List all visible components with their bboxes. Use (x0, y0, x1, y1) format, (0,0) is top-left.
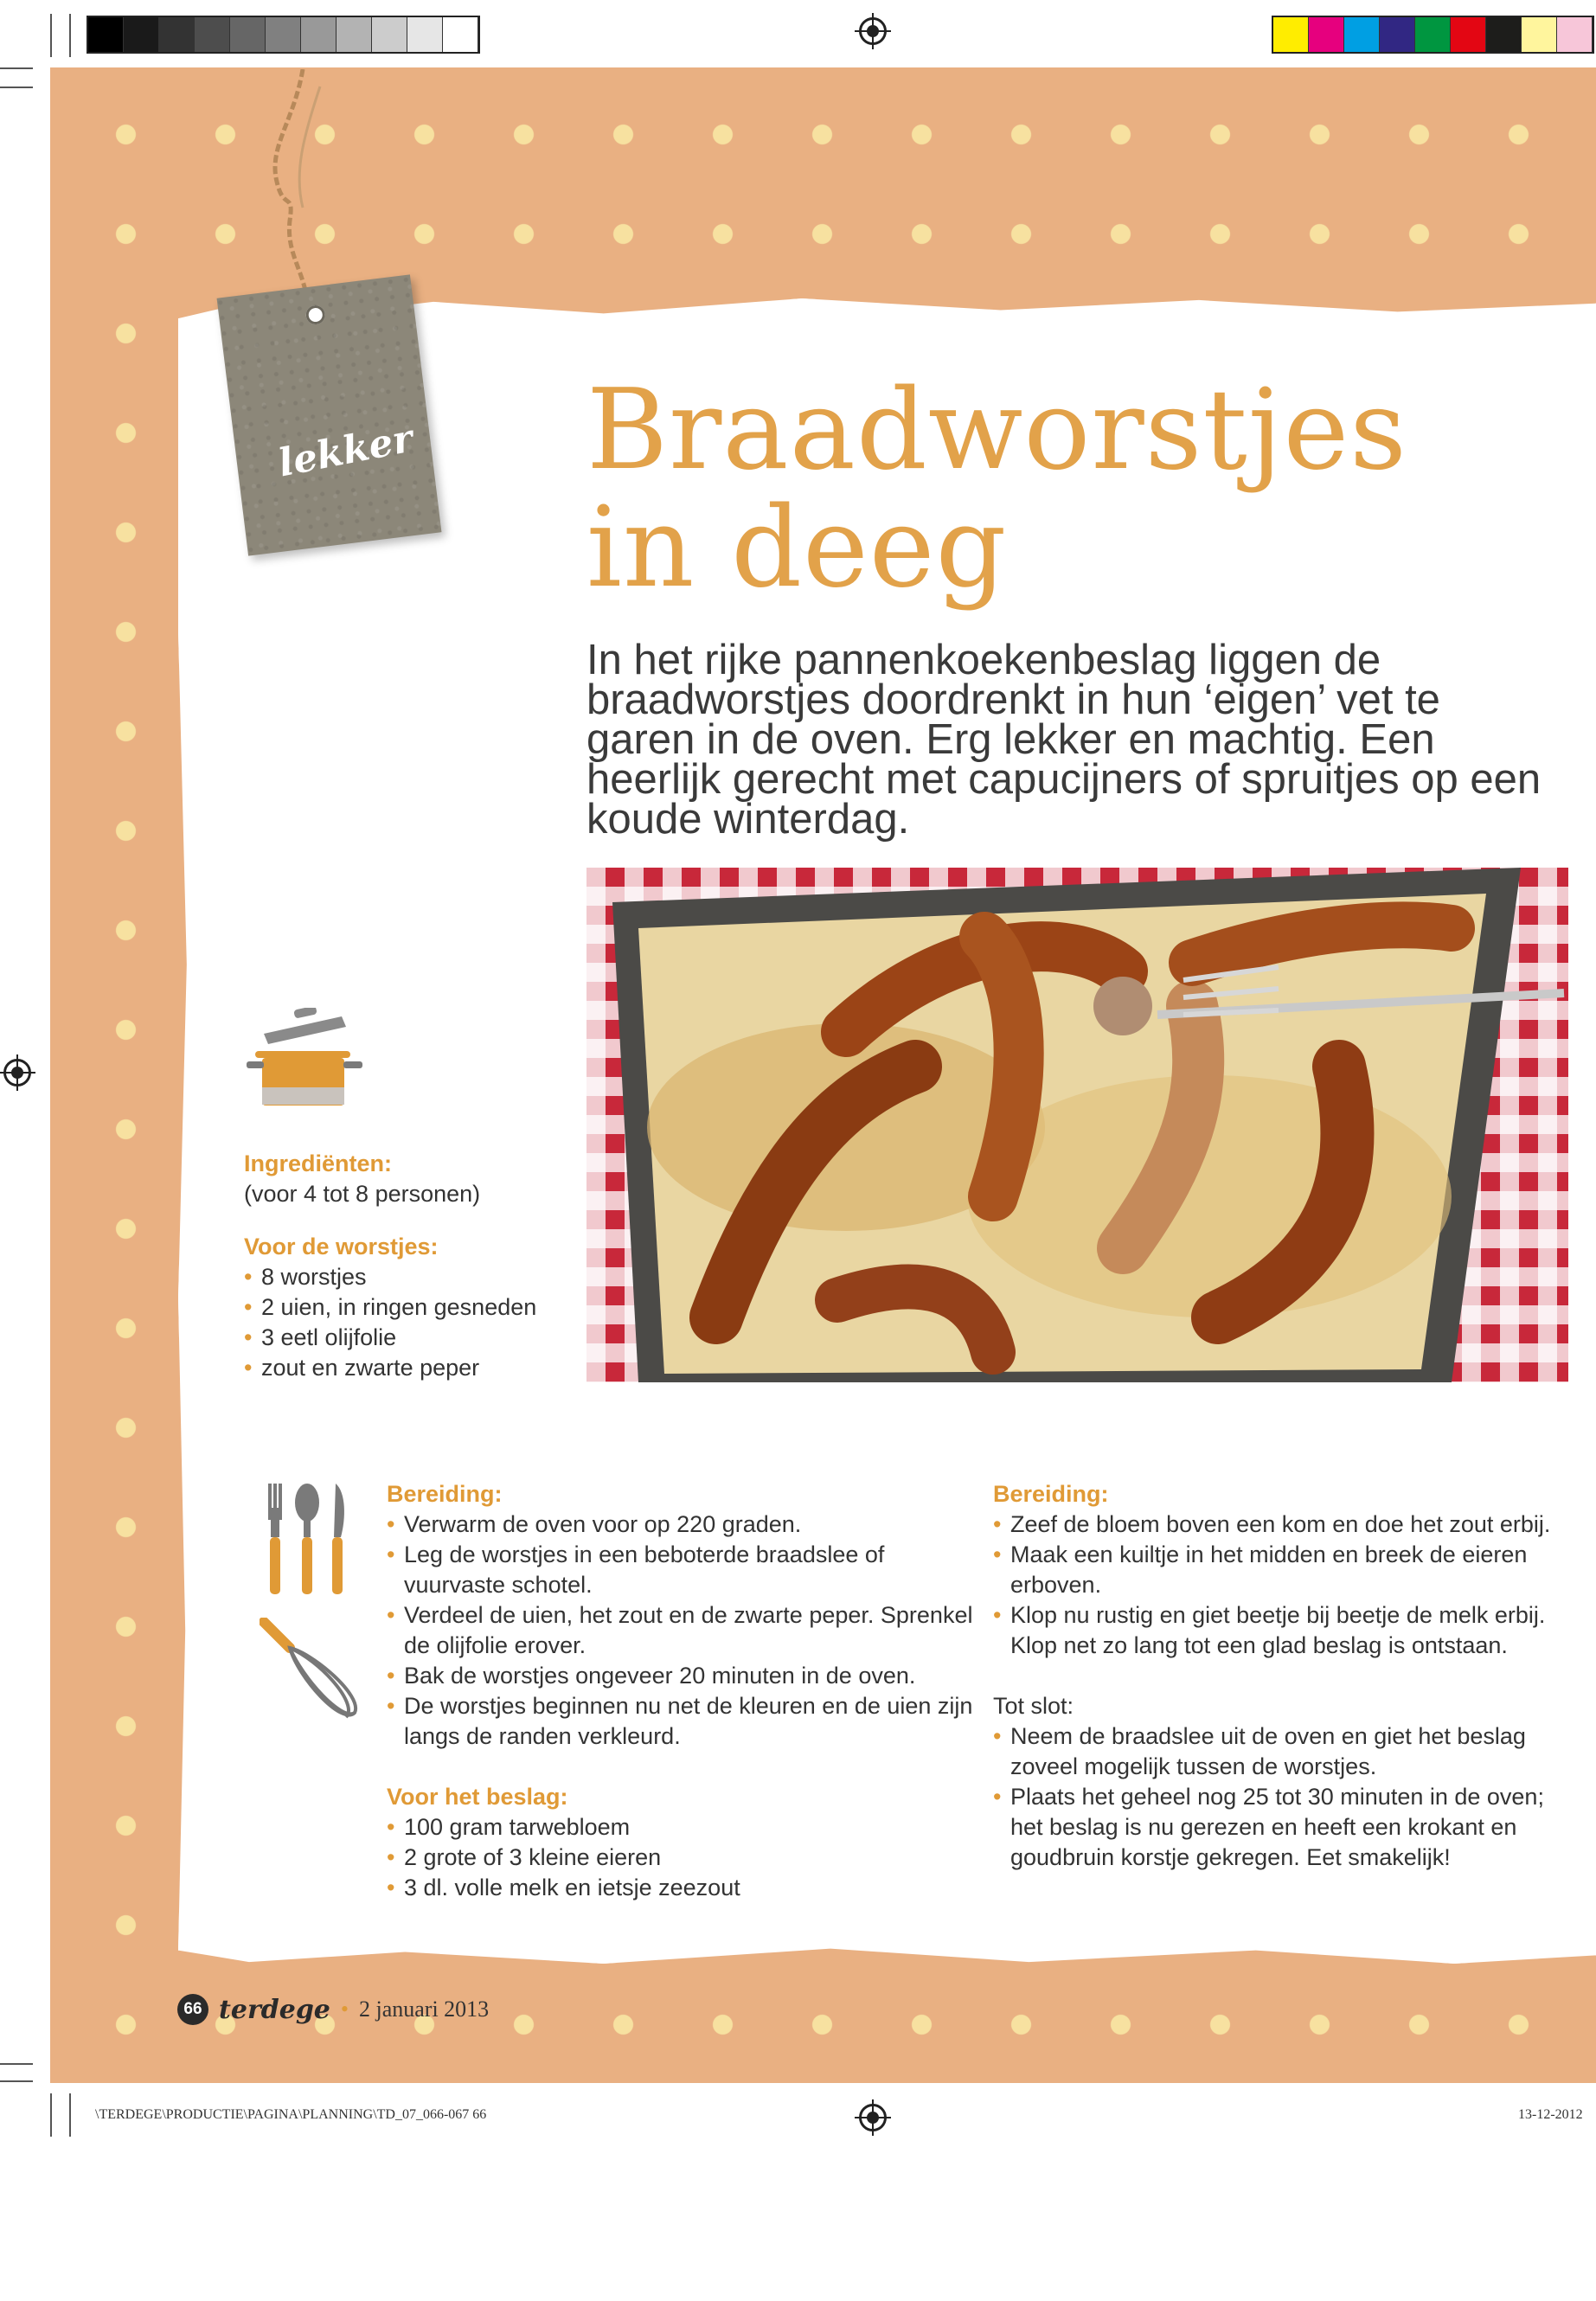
print-slug-date: 13-12-2012 (1518, 2107, 1583, 2122)
crop-mark (50, 2093, 52, 2137)
gray-patch (88, 17, 124, 52)
list-item: • 3 eetl olijfolie (244, 1323, 573, 1353)
color-patch (1522, 17, 1557, 52)
intro-text: In het rijke pannenkoekenbeslag liggen de braadworstjes doordrenkt in hun ‘eigen’ vet te garen in de oven. Erg lekker en machtig. Een heerlijk gerecht met capucijners of spruitjes op een koude winterdag. (586, 637, 1542, 843)
sausage-heading: Voor de worstjes: (244, 1234, 439, 1259)
crop-mark (50, 14, 52, 57)
gray-patch (337, 17, 372, 52)
registration-mark-icon (3, 1059, 31, 1086)
whisk-icon (260, 1618, 368, 1726)
list-item: • Neem de braadslee uit de oven en giet het beslag zoveel mogelijk tussen de worstjes. (993, 1721, 1581, 1782)
list-item: • 2 grote of 3 kleine eieren (387, 1843, 975, 1873)
grayscale-control-strip (87, 16, 480, 54)
gray-patch (230, 17, 266, 52)
print-slug: \TERDEGE\PRODUCTIE\PAGINA\PLANNING\TD_07_066-067 66 (95, 2107, 487, 2122)
registration-mark-icon (859, 17, 887, 45)
servings-text: (voor 4 tot 8 personen) (244, 1181, 481, 1207)
list-item: • De worstjes beginnen nu net de kleuren en de uien zijn langs de randen verkleurd. (387, 1691, 975, 1752)
gray-patch (266, 17, 301, 52)
list-item: • 100 gram tarwebloem (387, 1812, 975, 1843)
title-line-1: Braadworstjes (586, 366, 1407, 495)
gray-patch (407, 17, 443, 52)
color-patch (1415, 17, 1451, 52)
preparation-heading: Bereiding: (387, 1481, 503, 1507)
crop-mark (0, 2080, 33, 2082)
cutlery-icon (260, 1484, 355, 1596)
registration-mark-icon (859, 2104, 887, 2131)
issue-date: 2 januari 2013 (359, 1997, 490, 2022)
color-patch (1344, 17, 1380, 52)
cooking-pot-icon (247, 1008, 363, 1112)
page-footer (177, 1992, 489, 2027)
gray-patch (301, 17, 337, 52)
gift-tag (217, 274, 442, 555)
crop-mark (0, 2063, 33, 2065)
crop-mark (69, 14, 71, 57)
preparation-steps (993, 1509, 1581, 1661)
crop-mark (0, 67, 33, 69)
list-item: • Verwarm de oven voor op 220 graden. (387, 1509, 975, 1540)
list-item: • zout en zwarte peper (244, 1353, 573, 1383)
list-item: • Klop nu rustig en giet beetje bij beetje de melk erbij. Klop net zo lang tot een glad beslag is ontstaan. (993, 1600, 1581, 1661)
title-line-2: in deeg (586, 484, 1008, 612)
list-item: • Bak de worstjes ongeveer 20 minuten in de oven. (387, 1661, 975, 1691)
recipe-photo (586, 868, 1568, 1382)
final-heading: Tot slot: (993, 1693, 1074, 1719)
color-control-strip (1272, 16, 1594, 54)
list-item: • Maak een kuiltje in het midden en breek de eieren erboven. (993, 1540, 1581, 1600)
color-patch (1273, 17, 1309, 52)
batter-heading: Voor het beslag: (387, 1784, 568, 1810)
ingredients-block (244, 1149, 573, 1383)
color-patch (1486, 17, 1522, 52)
gray-patch (372, 17, 407, 52)
crop-mark (69, 2093, 71, 2137)
preparation-column-1 (387, 1479, 975, 1903)
sausage-ingredient-list (244, 1262, 573, 1383)
gray-patch (124, 17, 159, 52)
list-item: • 2 uien, in ringen gesneden (244, 1292, 573, 1323)
crop-mark (0, 87, 33, 88)
color-patch (1557, 17, 1593, 52)
list-item: • Zeef de bloem boven een kom en doe het zout erbij. (993, 1509, 1581, 1540)
gray-patch (159, 17, 195, 52)
magazine-brand: terdege (219, 1994, 330, 2025)
list-item: • Leg de worstjes in een beboterde braadslee of vuurvaste schotel. (387, 1540, 975, 1600)
sausage-dish-illustration-icon (586, 868, 1568, 1382)
final-steps (993, 1721, 1581, 1873)
gray-patch (195, 17, 230, 52)
preparation-heading: Bereiding: (993, 1481, 1109, 1507)
color-patch (1309, 17, 1344, 52)
list-item: • 8 worstjes (244, 1262, 573, 1292)
list-item: • Plaats het geheel nog 25 tot 30 minuten in de oven; het beslag is nu gerezen en heeft een krokant en goudbruin korstje gekregen. Eet smakelijk! (993, 1782, 1581, 1873)
color-patch (1451, 17, 1486, 52)
list-item: • 3 dl. volle melk en ietsje zeezout (387, 1873, 975, 1903)
tag-hole (304, 304, 326, 326)
color-patch (1380, 17, 1415, 52)
preparation-column-2 (993, 1479, 1581, 1873)
gray-patch (443, 17, 478, 52)
ingredients-heading: Ingrediënten: (244, 1150, 393, 1176)
footer-separator: • (340, 1997, 349, 2022)
page-title (586, 366, 1538, 612)
page-number: 66 (177, 1994, 208, 2025)
batter-ingredient-list (387, 1812, 975, 1903)
tag-label: lekker (274, 416, 417, 486)
preparation-steps (387, 1509, 975, 1752)
list-item: • Verdeel de uien, het zout en de zwarte peper. Sprenkel de olijfolie erover. (387, 1600, 975, 1661)
tag-string-icon (242, 69, 346, 320)
